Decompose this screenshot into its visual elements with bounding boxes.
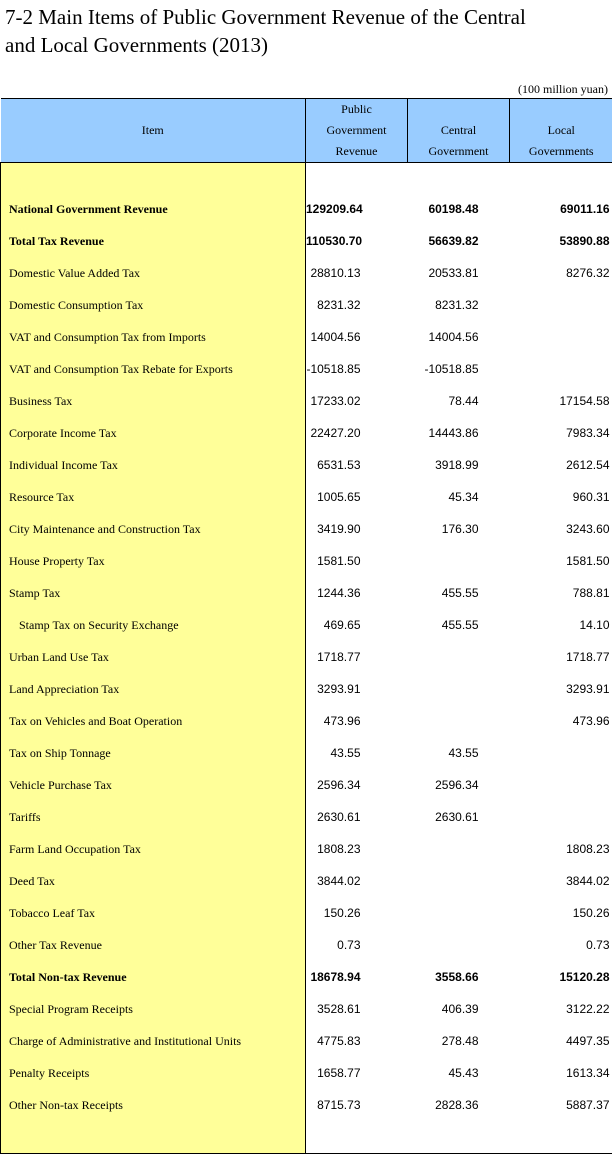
local-governments-value — [510, 289, 612, 321]
local-governments-value — [510, 769, 612, 801]
row-label: Land Appreciation Tax — [1, 673, 306, 705]
central-government-value — [408, 929, 510, 961]
central-government-value: 60198.48 — [428, 202, 479, 216]
central-government-value: 45.43 — [448, 1066, 479, 1080]
public-revenue-value: 3293.91 — [317, 682, 361, 696]
row-label: Tariffs — [1, 801, 306, 833]
public-revenue-value: 1718.77 — [317, 650, 361, 664]
local-governments-value: 7983.34 — [566, 426, 610, 440]
table-body — [1, 163, 612, 1154]
table-row — [1, 609, 612, 641]
row-label: Special Program Receipts — [1, 993, 306, 1025]
row-label: Total Non-tax Revenue — [1, 961, 306, 993]
title-line-1: 7-2 Main Items of Public Government Revenue of the Central — [5, 5, 526, 29]
filler-row — [1, 1121, 612, 1154]
local-governments-value: 53890.88 — [559, 234, 610, 248]
central-government-value: -10518.85 — [424, 362, 479, 376]
table-row — [1, 1057, 612, 1089]
row-label: Stamp Tax — [1, 577, 306, 609]
local-governments-value: 788.81 — [572, 586, 610, 600]
table-row — [1, 545, 612, 577]
row-label: City Maintenance and Construction Tax — [1, 513, 306, 545]
central-government-value: 8231.32 — [435, 298, 479, 312]
table-row — [1, 801, 612, 833]
table-row — [1, 513, 612, 545]
public-revenue-value: 129209.64 — [306, 202, 363, 216]
row-label: Vehicle Purchase Tax — [1, 769, 306, 801]
central-government-value — [408, 705, 510, 737]
public-header-line-3: Revenue — [335, 144, 378, 158]
public-revenue-value: 28810.13 — [310, 266, 361, 280]
row-label: VAT and Consumption Tax from Imports — [1, 321, 306, 353]
local-governments-column-header — [510, 99, 612, 163]
central-government-value — [408, 897, 510, 929]
public-revenue-column-header — [306, 99, 408, 163]
local-governments-value: 2612.54 — [566, 458, 610, 472]
public-revenue-value: 22427.20 — [310, 426, 361, 440]
local-governments-value: 150.26 — [572, 906, 610, 920]
local-governments-value — [510, 801, 612, 833]
public-revenue-value: 4775.83 — [317, 1034, 361, 1048]
central-header-line-2: Government — [428, 144, 489, 158]
table-row — [1, 929, 612, 961]
spacer-row — [1, 163, 612, 194]
central-government-value — [408, 833, 510, 865]
central-government-value: 20533.81 — [428, 266, 479, 280]
table-row — [1, 321, 612, 353]
local-governments-value: 8276.32 — [566, 266, 610, 280]
local-governments-value: 1613.34 — [566, 1066, 610, 1080]
central-government-value: 2828.36 — [435, 1098, 479, 1112]
row-label: Business Tax — [1, 385, 306, 417]
row-label: Stamp Tax on Security Exchange — [1, 609, 306, 641]
local-governments-value — [510, 737, 612, 769]
table-row — [1, 673, 612, 705]
table-row — [1, 1025, 612, 1057]
public-revenue-value: 110530.70 — [306, 234, 363, 248]
row-label: Individual Income Tax — [1, 449, 306, 481]
public-revenue-value: 2630.61 — [317, 810, 361, 824]
public-revenue-value: 18678.94 — [310, 970, 361, 984]
row-label: Domestic Value Added Tax — [1, 257, 306, 289]
table-row — [1, 385, 612, 417]
central-government-value: 2596.34 — [435, 778, 479, 792]
public-header-line-1: Public — [341, 102, 372, 116]
public-revenue-value: 3419.90 — [317, 522, 361, 536]
local-governments-value: 69011.16 — [560, 202, 610, 216]
central-government-value — [408, 673, 510, 705]
local-governments-value: 1581.50 — [566, 554, 610, 568]
local-header-line-1: Local — [547, 123, 575, 137]
local-governments-value: 3293.91 — [566, 682, 610, 696]
central-government-value: 3918.99 — [435, 458, 479, 472]
table-row — [1, 449, 612, 481]
public-revenue-value: 17233.02 — [310, 394, 361, 408]
item-column-header: Item — [1, 99, 306, 163]
row-label: Total Tax Revenue — [1, 225, 306, 257]
central-government-value: 3558.66 — [435, 970, 479, 984]
local-governments-value — [510, 353, 612, 385]
local-governments-value: 0.73 — [586, 938, 610, 952]
public-revenue-value: 14004.56 — [310, 330, 361, 344]
row-label: House Property Tax — [1, 545, 306, 577]
public-revenue-value: 8715.73 — [317, 1098, 361, 1112]
central-government-value: 14443.86 — [428, 426, 479, 440]
local-governments-value: 5887.37 — [566, 1098, 610, 1112]
row-label: Tobacco Leaf Tax — [1, 897, 306, 929]
central-government-value: 43.55 — [448, 746, 479, 760]
row-label: VAT and Consumption Tax Rebate for Exports — [1, 353, 306, 385]
local-governments-value: 17154.58 — [559, 394, 610, 408]
local-governments-value: 15120.28 — [559, 970, 610, 984]
public-revenue-value: 1581.50 — [317, 554, 361, 568]
public-revenue-value: 2596.34 — [317, 778, 361, 792]
local-governments-value: 3243.60 — [566, 522, 610, 536]
table-row — [1, 769, 612, 801]
table-row — [1, 225, 612, 257]
table-row — [1, 257, 612, 289]
row-label: Tax on Vehicles and Boat Operation — [1, 705, 306, 737]
central-government-value: 278.48 — [441, 1034, 479, 1048]
central-government-value: 2630.61 — [435, 810, 479, 824]
table-row — [1, 833, 612, 865]
row-label: Farm Land Occupation Tax — [1, 833, 306, 865]
central-government-value: 56639.82 — [428, 234, 479, 248]
local-header-line-2: Governments — [528, 144, 594, 158]
table-row — [1, 193, 612, 225]
table-row — [1, 897, 612, 929]
table-row — [1, 865, 612, 897]
unit-note: (100 million yuan) — [518, 82, 608, 96]
public-revenue-value: 1658.77 — [317, 1066, 361, 1080]
table-title — [5, 3, 605, 59]
local-governments-value: 1808.23 — [566, 842, 610, 856]
table-row — [1, 737, 612, 769]
table-row — [1, 705, 612, 737]
central-government-value — [408, 545, 510, 577]
row-label: Other Tax Revenue — [1, 929, 306, 961]
table-row — [1, 481, 612, 513]
local-governments-value: 3122.22 — [566, 1002, 610, 1016]
central-government-value: 14004.56 — [428, 330, 479, 344]
public-revenue-value: -10518.85 — [306, 362, 361, 376]
row-label: Resource Tax — [1, 481, 306, 513]
public-header-line-2: Government — [326, 123, 387, 137]
central-government-value — [408, 865, 510, 897]
central-government-column-header — [408, 99, 510, 163]
revenue-table — [0, 98, 612, 1154]
central-government-value — [408, 641, 510, 673]
central-government-value: 455.55 — [441, 586, 479, 600]
local-governments-value: 14.10 — [579, 618, 610, 632]
table-row — [1, 417, 612, 449]
public-revenue-value: 1005.65 — [317, 490, 361, 504]
title-line-2: and Local Governments (2013) — [5, 33, 269, 57]
local-governments-value: 4497.35 — [566, 1034, 610, 1048]
table-row — [1, 289, 612, 321]
table-row — [1, 353, 612, 385]
public-revenue-value: 6531.53 — [317, 458, 361, 472]
public-revenue-value: 469.65 — [323, 618, 361, 632]
table-row — [1, 993, 612, 1025]
row-label: Deed Tax — [1, 865, 306, 897]
row-label: National Government Revenue — [1, 193, 306, 225]
local-governments-value: 960.31 — [572, 490, 610, 504]
public-revenue-value: 1244.36 — [317, 586, 361, 600]
row-label: Other Non-tax Receipts — [1, 1089, 306, 1121]
public-revenue-value: 3528.61 — [317, 1002, 361, 1016]
local-governments-value: 3844.02 — [566, 874, 610, 888]
local-governments-value — [510, 321, 612, 353]
row-label: Penalty Receipts — [1, 1057, 306, 1089]
central-government-value: 176.30 — [441, 522, 479, 536]
table-row — [1, 641, 612, 673]
public-revenue-value: 3844.02 — [317, 874, 361, 888]
public-revenue-value: 150.26 — [323, 906, 361, 920]
row-label: Corporate Income Tax — [1, 417, 306, 449]
row-label: Domestic Consumption Tax — [1, 289, 306, 321]
table-row — [1, 1089, 612, 1121]
header-row — [1, 99, 612, 163]
central-header-line-1: Central — [440, 123, 477, 137]
local-governments-value: 1718.77 — [566, 650, 610, 664]
public-revenue-value: 43.55 — [330, 746, 361, 760]
central-government-value: 455.55 — [441, 618, 479, 632]
table-row — [1, 961, 612, 993]
central-government-value: 45.34 — [448, 490, 479, 504]
central-government-value: 78.44 — [448, 394, 479, 408]
public-revenue-value: 473.96 — [323, 714, 361, 728]
table-row — [1, 577, 612, 609]
local-governments-value: 473.96 — [572, 714, 610, 728]
row-label: Urban Land Use Tax — [1, 641, 306, 673]
central-government-value: 406.39 — [441, 1002, 479, 1016]
row-label: Charge of Administrative and Institutional Units — [1, 1025, 306, 1057]
public-revenue-value: 1808.23 — [317, 842, 361, 856]
public-revenue-value: 0.73 — [337, 938, 361, 952]
row-label: Tax on Ship Tonnage — [1, 737, 306, 769]
public-revenue-value: 8231.32 — [317, 298, 361, 312]
